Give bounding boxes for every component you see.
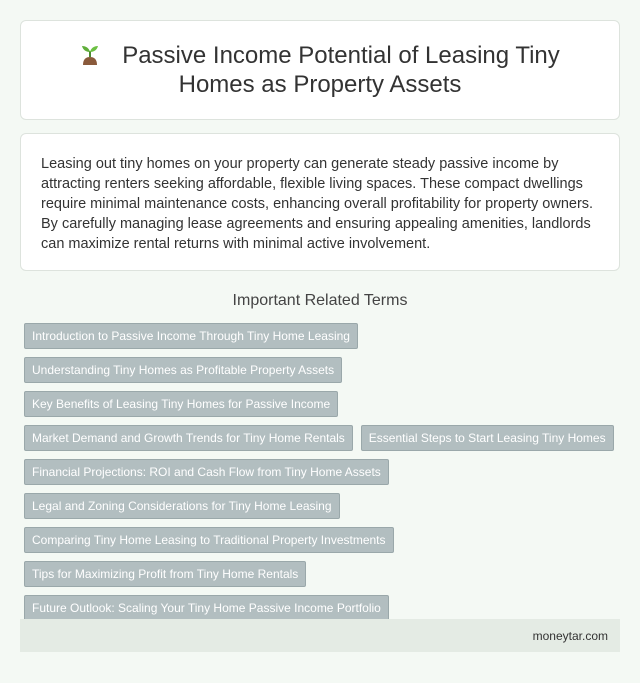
related-terms-heading: Important Related Terms [232,292,408,309]
intro-paragraph: Leasing out tiny homes on your property can generate steady passive income by attracting renters seeking affordable, flexible living spaces. These compact dwellings require minimal maintenance costs, enhancing overall profitability for property owners. By carefully managing lease agreements and ensuring appealing amenities, landlords can maximize rental returns with minimal active involvement. [41,156,594,252]
related-term-tag[interactable]: Legal and Zoning Considerations for Tiny Home Leasing [24,493,340,519]
intro-card [20,133,620,271]
related-term-tag[interactable]: Tips for Maximizing Profit from Tiny Home Rentals [24,561,306,587]
page-title [61,41,579,99]
footer-site-link[interactable]: moneytar.com [532,628,608,643]
related-term-tag[interactable]: Introduction to Passive Income Through Tiny Home Leasing [24,323,358,349]
related-term-tag[interactable]: Market Demand and Growth Trends for Tiny Home Rentals [24,425,353,451]
related-term-tag[interactable]: Future Outlook: Scaling Your Tiny Home Passive Income Portfolio [24,595,389,621]
seedling-icon [80,43,100,65]
related-term-tag[interactable]: Comparing Tiny Home Leasing to Traditional Property Investments [24,527,394,553]
related-term-tag[interactable]: Financial Projections: ROI and Cash Flow from Tiny Home Assets [24,459,389,485]
related-term-tag[interactable]: Understanding Tiny Homes as Profitable Property Assets [24,357,342,383]
header-card [20,20,620,120]
related-term-tag[interactable]: Essential Steps to Start Leasing Tiny Homes [361,425,614,451]
footer [20,619,620,652]
page-title-text: Passive Income Potential of Leasing Tiny Homes as Property Assets [122,42,560,98]
related-terms-list [20,323,620,621]
related-term-tag[interactable]: Key Benefits of Leasing Tiny Homes for Passive Income [24,391,338,417]
